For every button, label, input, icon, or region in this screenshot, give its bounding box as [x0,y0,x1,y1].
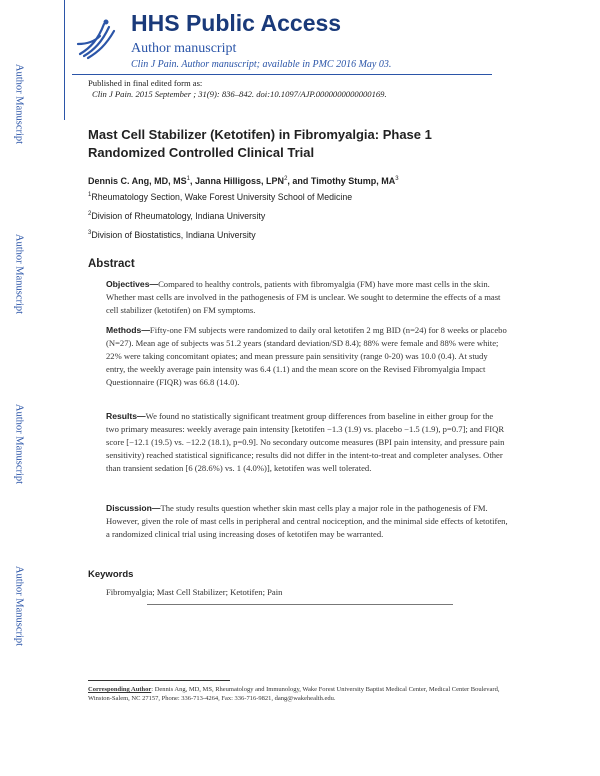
author-name: Dennis C. Ang, MD, MS [88,176,187,186]
keywords-list: Fibromyalgia; Mast Cell Stabilizer; Ketotifen; Pain [106,587,283,597]
affiliation: $^1$Rheumatology Section, Wake Forest University School of Medicine [88,192,353,202]
header-horizontal-rule [72,74,492,75]
hhs-public-access-title: HHS Public Access [131,10,342,36]
publication-info [88,78,387,100]
affiliation: $^2$Division of Rheumatology, Indiana University [88,211,266,221]
article-title: Mast Cell Stabilizer (Ketotifen) in Fibromyalgia: Phase 1 Randomized Controlled Clinical Trial [88,127,432,160]
author-name: Timothy Stump, MA [310,176,396,186]
publication-citation: Clin J Pain. 2015 September ; 31(9): 836–842. doi:10.1097/AJP.0000000000000169. [92,89,387,99]
pmc-availability-citation: Clin J Pain. Author manuscript; available in PMC 2016 May 03. [131,59,392,70]
abstract-results: Results—We found no statistically significant treatment group differences from baseline in either group for the two primary measures: weekly average pain intensity [ketotifen −1.3 (1.9) vs. placebo −1.5 (1.9), p=0.7]; and FIQR score [−12.1 (19.5) vs. −12.2 (18.1), p=0.9]. No secondary outcome measures (BPI pain intensity, and pressure pain sensitivity) reached statistical significance; results did not differ in the intent-to-treat and completer analyses. Other than transient sedation [6 (28.6%) vs. 1 (4.0%)], ketotifen was well tolerated. [106,411,505,473]
side-label: Author Manuscript [13,565,25,647]
hhs-eagle-icon [72,14,120,62]
author-list: Dennis C. Ang, MD, $MS^1$, Janna Hilligoss, LPN$^2$, and Timothy Stump, $MA^3$ [88,176,399,186]
corresponding-author-footnote: Corresponding Author: Dennis Ang, MD, MS, Rheumatology and Immunology, Wake Forest University Baptist Medical Center, Medical Center Boulevard, Winston-Salem, NC 27157, Phone: 336-713-4264, Fax: 336-716-9821, dang@wakehealth.edu. [88,686,500,702]
side-label: Author Manuscript [13,63,25,145]
abstract-discussion: Discussion—The study results question whether skin mast cells play a major role in the pathogenesis of FM. However, given the role of mast cells in peripheral and central nociception, and the minimal side effects of ketotifen, a randomized clinical trial using increasing doses of ketotifen may be warranted. [106,503,508,539]
abstract-methods: Methods—Fifty-one FM subjects were randomized to daily oral ketotifen 2 mg BID (n=24) for 8 weeks or placebo (N=27). Mean age of subjects was 51.2 years (standard deviation/SD 8.4); 88% were female and 88% were white; 22% were taking concomitant opiates; and mean pressure pain sensitivity (range 0-20) was 10.0 (0.4). At study entry, the weekly average pain intensity was 6.4 (1.1) and the mean score on the Revised Fibromyalgia Impact Questionnaire (FIQR) was 66.8 (14.0). [106,325,507,387]
affiliation: $^3$Division of Biostatistics, Indiana University [88,230,256,240]
header-vertical-rule [64,0,65,120]
side-label: Author Manuscript [13,403,25,485]
keywords-divider [147,604,453,605]
side-label: Author Manuscript [13,233,25,315]
abstract-objectives: Objectives—Compared to healthy controls, patients with fibromyalgia (FM) have more mast cells in the skin. Whether mast cells are involved in the pathogenesis of FM is unclear. We sought to determine the effects of a mast cell stabilizer (ketotifen) on FM symptoms. [106,279,501,315]
keywords-heading: Keywords [88,569,134,580]
publication-label: Published in final edited form as: [88,78,203,88]
footnote-divider [88,680,230,681]
author-name: Janna Hilligoss, LPN [195,176,285,186]
author-manuscript-label: Author manuscript [131,41,237,56]
abstract-heading: Abstract [88,258,135,270]
